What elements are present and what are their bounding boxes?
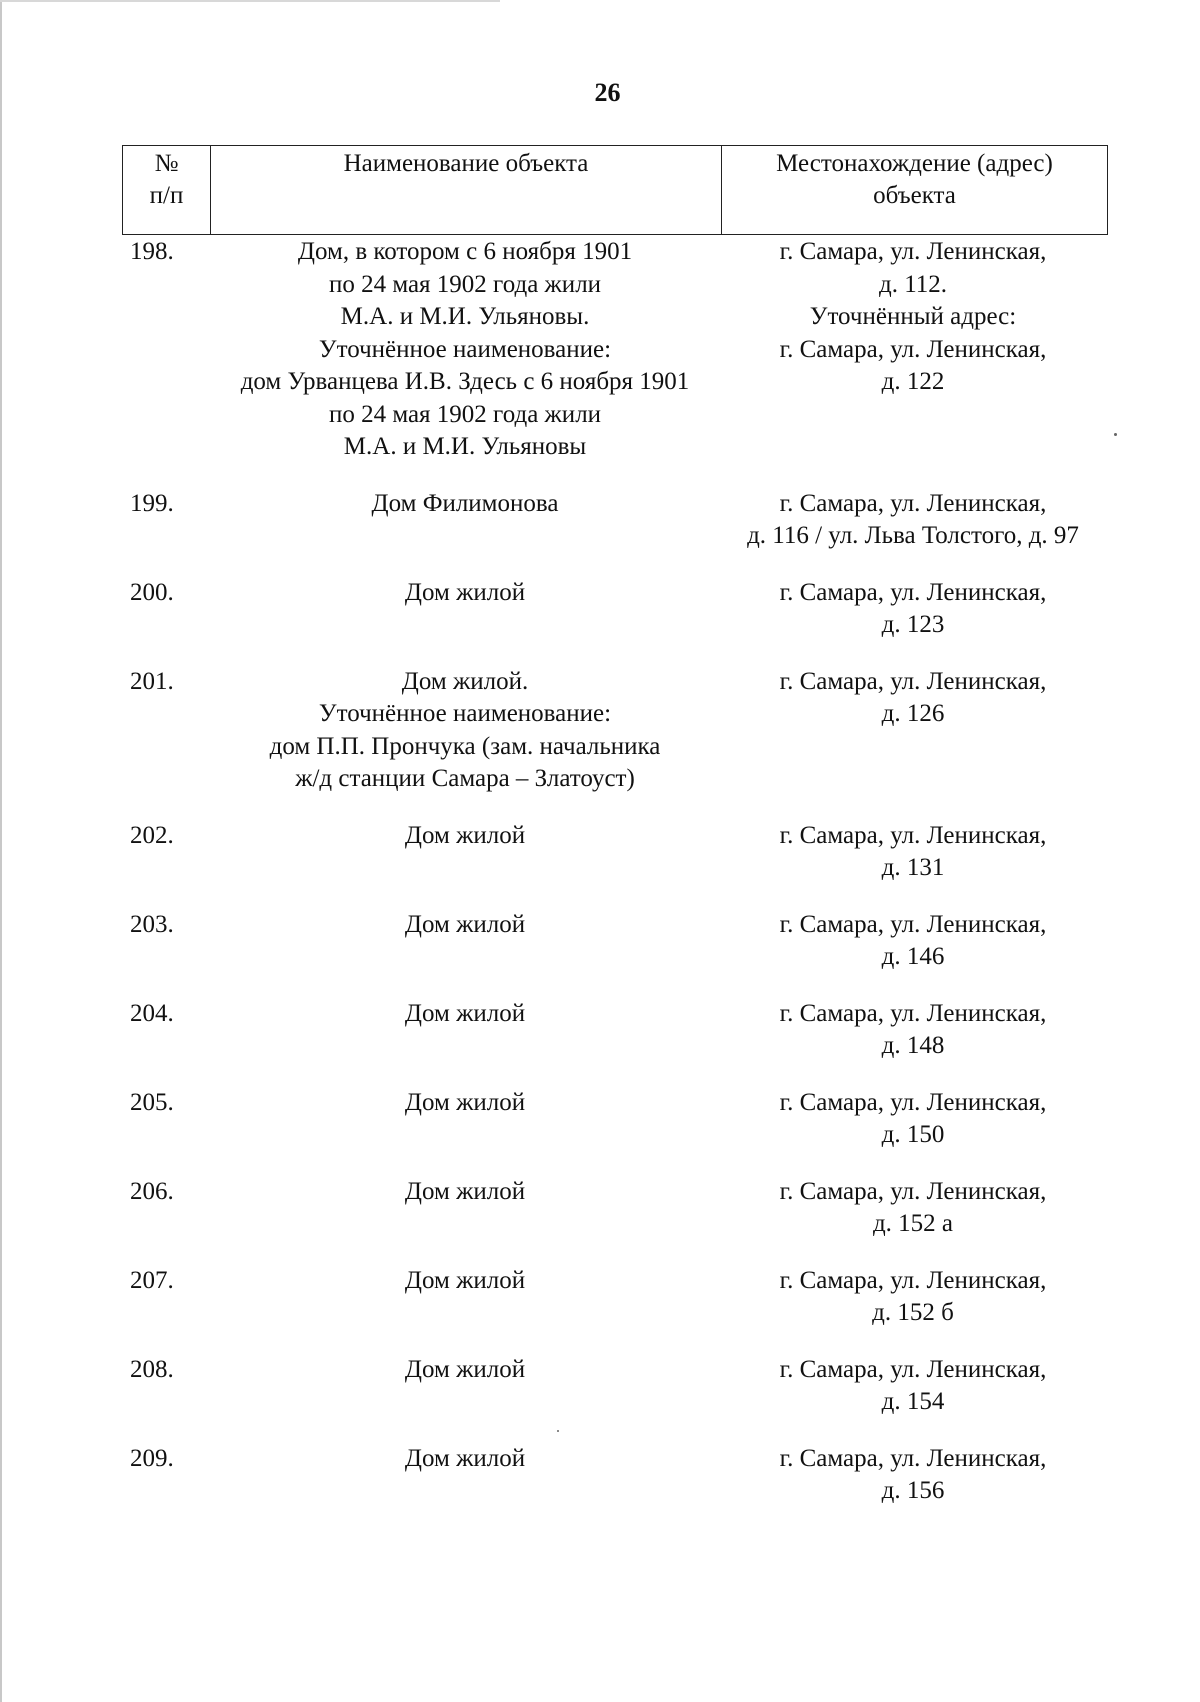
object-address-line: д. 123 xyxy=(881,611,945,638)
object-name xyxy=(195,577,735,610)
object-address-line: г. Самара, ул. Ленинская, xyxy=(779,821,1047,849)
object-address-line: д. 116 / ул. Льва Толстого, д. 97 xyxy=(747,522,1079,549)
object-name xyxy=(195,1087,735,1120)
object-name-line: Дом жилой xyxy=(404,1355,526,1383)
object-name xyxy=(195,236,735,464)
object-name xyxy=(195,1176,735,1209)
header-address xyxy=(722,146,1107,234)
object-name-line: Дом жилой xyxy=(404,999,526,1027)
row-number: 209. xyxy=(130,1444,174,1472)
object-address xyxy=(718,666,1108,731)
object-name-line: Дом, в котором с 6 ноября 1901 xyxy=(297,238,633,265)
object-address-line: д. 112. xyxy=(878,270,948,298)
object-name xyxy=(195,488,735,521)
object-name-line: Уточнённое наименование: xyxy=(318,700,612,727)
object-address-line: д. 131 xyxy=(881,854,945,881)
object-name-line: Дом жилой xyxy=(404,1266,526,1294)
object-address-line: д. 126 xyxy=(881,700,945,727)
object-address xyxy=(718,998,1108,1063)
object-address-line: г. Самара, ул. Ленинская, xyxy=(779,1088,1047,1116)
object-address-line: г. Самара, ул. Ленинская, xyxy=(779,238,1047,265)
object-address-line: д. 122 xyxy=(881,368,945,395)
scan-edge xyxy=(0,0,2,1702)
object-name xyxy=(195,666,735,796)
object-address-line: д. 152 а xyxy=(872,1210,954,1237)
object-address-line: г. Самара, ул. Ленинская, xyxy=(779,1266,1047,1294)
object-name-line: дом П.П. Прончука (зам. начальника xyxy=(269,732,661,760)
object-address-line: д. 146 xyxy=(881,943,945,970)
page-number: 26 xyxy=(594,78,621,107)
object-address-line: г. Самара, ул. Ленинская, xyxy=(779,910,1047,938)
object-name-line: по 24 мая 1902 года жили xyxy=(328,270,602,298)
object-address xyxy=(718,1265,1108,1330)
row-number: 198. xyxy=(130,238,174,265)
object-name-line: М.А. и М.И. Ульяновы xyxy=(343,433,587,460)
object-address-line: г. Самара, ул. Ленинская, xyxy=(779,578,1047,606)
row-number: 208. xyxy=(130,1355,174,1383)
row-number: 201. xyxy=(130,667,174,695)
object-name-line: Дом жилой xyxy=(404,821,526,849)
object-name xyxy=(195,1443,735,1476)
object-name-line: по 24 мая 1902 года жили xyxy=(328,400,602,428)
object-address-line: г. Самара, ул. Ленинская, xyxy=(779,667,1047,695)
object-name xyxy=(195,820,735,853)
object-address-line: г. Самара, ул. Ленинская, xyxy=(779,1177,1047,1205)
row-number: 202. xyxy=(130,821,174,849)
header-name: Наименование объекта xyxy=(211,146,722,234)
row-number: 203. xyxy=(130,910,174,938)
object-address xyxy=(718,1443,1108,1508)
table-header xyxy=(122,145,1108,235)
object-address-line: г. Самара, ул. Ленинская, xyxy=(779,1444,1047,1472)
object-address-line: д. 154 xyxy=(881,1388,945,1415)
row-number: 205. xyxy=(130,1088,174,1116)
object-address xyxy=(718,236,1108,399)
scan-speck xyxy=(557,1430,559,1432)
object-name xyxy=(195,909,735,942)
object-address-line: д. 156 xyxy=(881,1477,945,1504)
row-number: 204. xyxy=(130,999,174,1027)
row-number: 200. xyxy=(130,578,174,606)
object-name-line: Дом жилой xyxy=(404,1088,526,1116)
object-name-line: Уточнённое наименование: xyxy=(318,335,612,363)
scan-top-edge xyxy=(0,0,500,2)
header-address-line: Местонахождение (адрес) xyxy=(776,150,1053,177)
header-number-line: № xyxy=(154,150,179,177)
object-address xyxy=(718,577,1108,642)
object-address-line: д. 150 xyxy=(881,1121,945,1148)
object-name-line: Дом жилой xyxy=(404,1177,526,1205)
object-name-line: ж/д станции Самара – Златоуст) xyxy=(295,765,635,792)
header-address-line: объекта xyxy=(873,182,956,209)
scan-speck xyxy=(1114,433,1117,436)
object-address-line: д. 152 б xyxy=(872,1299,954,1326)
object-address xyxy=(718,820,1108,885)
object-name-line: Дом жилой xyxy=(404,578,526,606)
object-address xyxy=(718,488,1108,553)
row-number: 199. xyxy=(130,489,174,517)
object-name-line: М.А. и М.И. Ульяновы. xyxy=(340,303,590,330)
object-address-line: г. Самара, ул. Ленинская, xyxy=(779,489,1047,517)
object-address xyxy=(718,1354,1108,1419)
object-address-line: г. Самара, ул. Ленинская, xyxy=(779,335,1047,363)
header-number xyxy=(123,146,211,234)
object-address xyxy=(718,1087,1108,1152)
object-address-line: Уточнённый адрес: xyxy=(809,303,1017,330)
object-name-line: Дом Филимонова xyxy=(371,489,559,517)
object-name-line: дом Урванцева И.В. Здесь с 6 ноября 1901 xyxy=(240,368,690,395)
object-address xyxy=(718,909,1108,974)
object-address-line: д. 148 xyxy=(881,1032,945,1059)
object-address xyxy=(718,1176,1108,1241)
object-name xyxy=(195,1265,735,1298)
object-name xyxy=(195,1354,735,1387)
object-address-line: г. Самара, ул. Ленинская, xyxy=(779,999,1047,1027)
row-number: 207. xyxy=(130,1266,174,1294)
object-name-line: Дом жилой. xyxy=(401,667,529,695)
object-name-line: Дом жилой xyxy=(404,1444,526,1472)
object-name-line: Дом жилой xyxy=(404,910,526,938)
object-name xyxy=(195,998,735,1031)
row-number: 206. xyxy=(130,1177,174,1205)
object-address-line: г. Самара, ул. Ленинская, xyxy=(779,1355,1047,1383)
header-number-line: п/п xyxy=(149,182,184,209)
